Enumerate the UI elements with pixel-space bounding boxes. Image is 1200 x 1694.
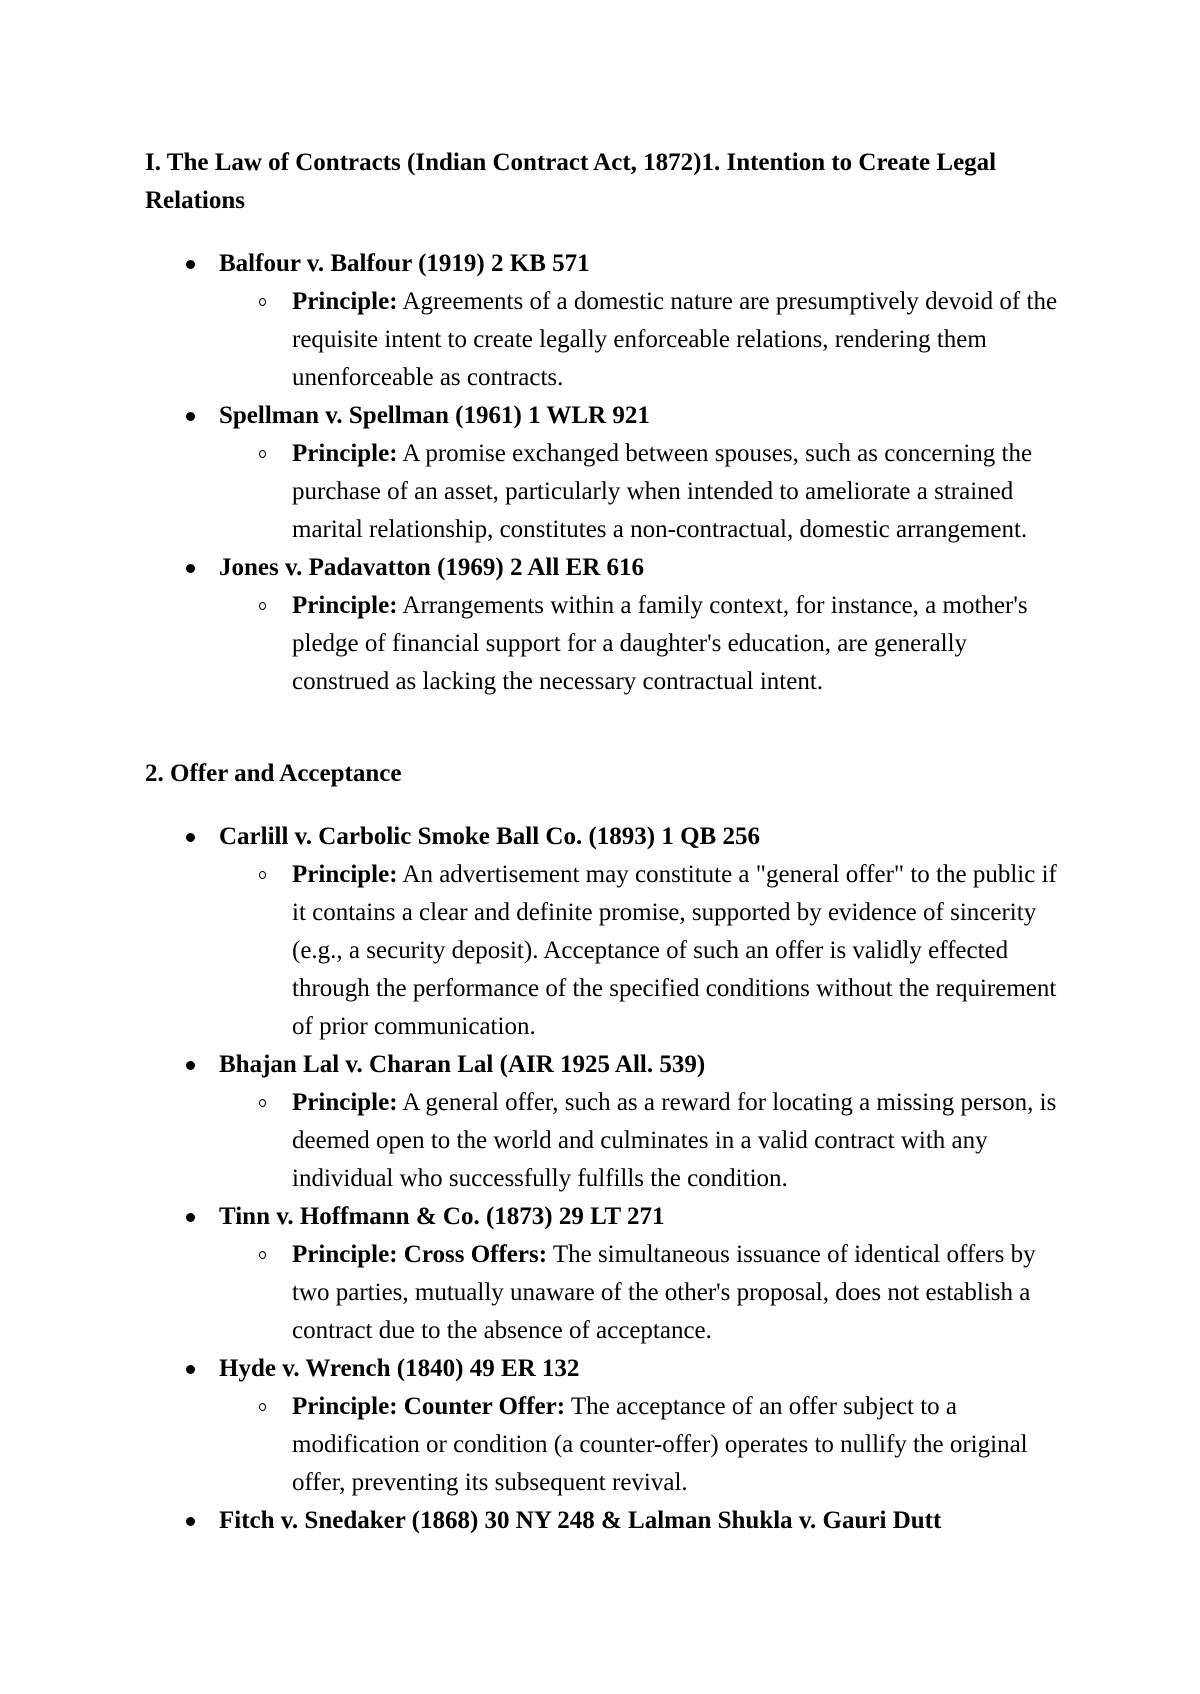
list-item <box>0 1046 1200 1198</box>
principle-label: Principle: <box>292 861 398 888</box>
list-item <box>0 245 1200 397</box>
bullet-icon <box>186 564 195 573</box>
case-list-intention <box>0 245 1200 701</box>
bullet-icon <box>186 1213 195 1222</box>
principle-label: Principle: <box>292 592 398 619</box>
principle <box>0 587 1200 701</box>
sub-bullet-icon <box>259 602 266 610</box>
sub-bullet-icon <box>259 298 266 306</box>
principle-label: Principle: <box>292 1241 398 1268</box>
list-item <box>0 397 1200 549</box>
principle <box>0 1084 1200 1198</box>
section-heading-offer-acceptance: 2. Offer and Acceptance <box>145 760 402 787</box>
principle-text: The simultaneous issuance of identical offers by two parties, mutually unaware of the other's proposal, does not establish a contract due to the absence of acceptance. <box>292 1241 1036 1344</box>
case-title: Hyde v. Wrench (1840) 49 ER 132 <box>219 1355 580 1382</box>
principle-text: Agreements of a domestic nature are presumptively devoid of the requisite intent to create legally enforceable relations, rendering them unenforceable as contracts. <box>292 288 1058 391</box>
case-title: Carlill v. Carbolic Smoke Ball Co. (1893) 1 QB 256 <box>219 823 760 850</box>
case-title: Spellman v. Spellman (1961) 1 WLR 921 <box>219 402 650 429</box>
list-item <box>0 549 1200 701</box>
bullet-icon <box>186 1061 195 1070</box>
bullet-icon <box>186 412 195 421</box>
principle-label: Principle: <box>292 1393 398 1420</box>
case-title: Balfour v. Balfour (1919) 2 KB 571 <box>219 250 590 277</box>
bullet-icon <box>186 260 195 269</box>
case-list-offer-acceptance <box>0 818 1200 1540</box>
case-title: Jones v. Padavatton (1969) 2 All ER 616 <box>219 554 645 581</box>
sub-bullet-icon <box>259 1251 266 1259</box>
principle-text: A general offer, such as a reward for locating a missing person, is deemed open to the world and culminates in a valid contract with any individual who successfully fulfills the condition. <box>292 1089 1057 1192</box>
principle <box>0 1236 1200 1350</box>
principle <box>0 1388 1200 1502</box>
section-heading-intention: I. The Law of Contracts (Indian Contract Act, 1872)1. Intention to Create Legal Relations <box>145 149 997 214</box>
sub-bullet-icon <box>259 1403 266 1411</box>
principle-text: A promise exchanged between spouses, such as concerning the purchase of an asset, particularly when intended to ameliorate a strained marital relationship, constitutes a non-contractual, domestic arrangement. <box>292 440 1033 543</box>
bullet-icon <box>186 1365 195 1374</box>
list-item <box>0 1198 1200 1350</box>
list-item <box>0 1502 1200 1540</box>
principle-text: The acceptance of an offer subject to a modification or condition (a counter-offer) operates to nullify the original offer, preventing its subsequent revival. <box>292 1393 1028 1496</box>
principle-label: Principle: <box>292 1089 398 1116</box>
principle-label: Principle: <box>292 440 398 467</box>
sub-bullet-icon <box>259 871 266 879</box>
list-item <box>0 1350 1200 1502</box>
case-title: Fitch v. Snedaker (1868) 30 NY 248 & Lalman Shukla v. Gauri Dutt <box>219 1507 942 1534</box>
principle-sublabel: Counter Offer: <box>403 1393 566 1420</box>
principle-text: An advertisement may constitute a "general offer" to the public if it contains a clear and definite promise, supported by evidence of sincerity (e.g., a security deposit). Acceptance of such an offer is validly effected through the performance of the specified conditions without the requirement of prior communication. <box>292 861 1057 1040</box>
principle-text: Arrangements within a family context, for instance, a mother's pledge of financial support for a daughter's education, are generally construed as lacking the necessary contractual intent. <box>292 592 1028 695</box>
case-title: Tinn v. Hoffmann & Co. (1873) 29 LT 271 <box>219 1203 665 1230</box>
principle <box>0 856 1200 1046</box>
bullet-icon <box>186 833 195 842</box>
list-item <box>0 818 1200 1046</box>
principle-sublabel: Cross Offers: <box>403 1241 548 1268</box>
sub-bullet-icon <box>259 450 266 458</box>
principle-label: Principle: <box>292 288 398 315</box>
principle <box>0 283 1200 397</box>
principle <box>0 435 1200 549</box>
bullet-icon <box>186 1517 195 1526</box>
sub-bullet-icon <box>259 1099 266 1107</box>
case-title: Bhajan Lal v. Charan Lal (AIR 1925 All. 539) <box>219 1051 706 1078</box>
